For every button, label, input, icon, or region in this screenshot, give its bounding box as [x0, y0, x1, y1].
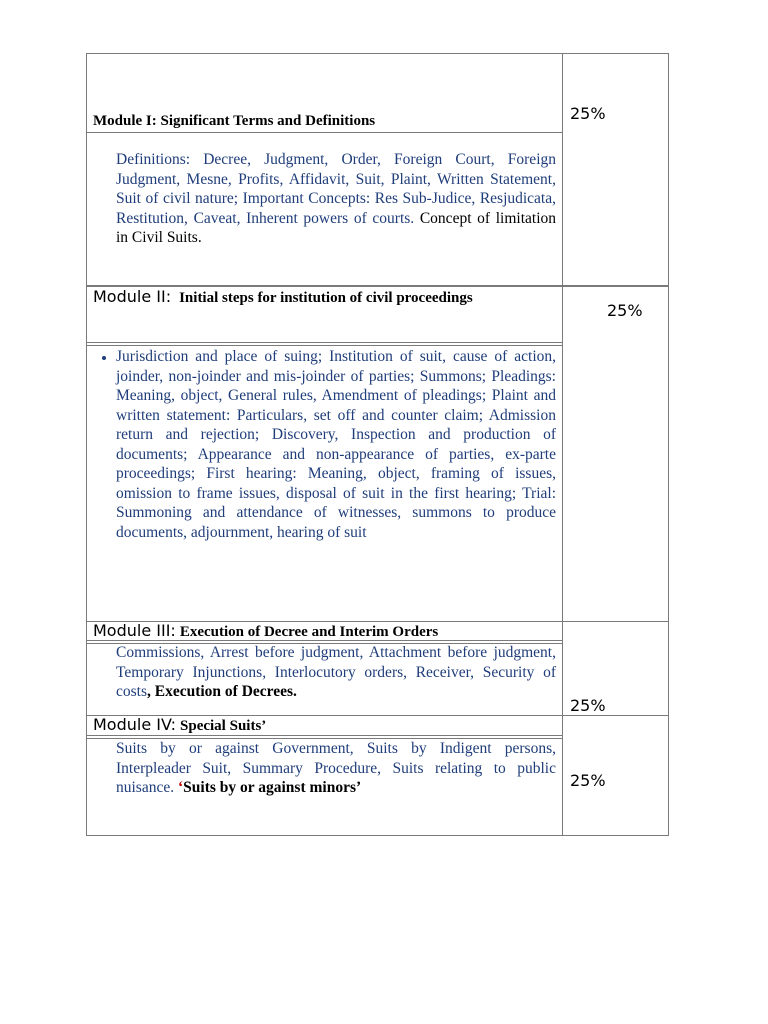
- column-divider: [562, 53, 563, 836]
- module-3-topics: Commissions, Arrest before judgment, Attachment before judgment, Temporary Injunctions, Interlocutory orders, Receiver, Security of costs: [116, 644, 556, 700]
- row-line: [86, 132, 563, 133]
- row-line: [86, 342, 563, 343]
- module-2-label: Module II:: [93, 287, 172, 306]
- module-2-heading: [93, 286, 558, 309]
- module-4-content: [116, 739, 556, 798]
- module-3-label: Module III:: [93, 621, 176, 640]
- module-4-quote-mark: ‘: [177, 779, 184, 796]
- module-2-content: [116, 347, 556, 542]
- table-border-top: [86, 53, 669, 54]
- module-3-heading: [93, 621, 558, 642]
- module-1-title: [93, 113, 558, 130]
- module-2-weight: 25%: [607, 301, 643, 320]
- module-1-content: [116, 150, 556, 248]
- module-3-weight: 25%: [570, 696, 606, 715]
- module-4-topics-extra: Suits by or against minors’: [183, 779, 362, 796]
- module-4-title: Special Suits’: [180, 718, 267, 734]
- module-3-topics-extra: , Execution of Decrees.: [147, 683, 297, 700]
- table-border-bottom: [86, 835, 669, 836]
- module-3-content: [116, 643, 556, 702]
- module-4-label: Module IV:: [93, 715, 177, 734]
- module-4-heading: [93, 715, 558, 736]
- row-line: [86, 345, 563, 346]
- module-2-topics: • Jurisdiction and place of suing; Institution of suit, cause of action, joinder, non-joinder and mis-joinder of parties; Summons; Pleadings: Meaning, object, General rules, Amendment of pleadings; Plaint and written statement: Particulars, set off and counter claim; Admission return and rejection; Discovery, Inspection and production of documents; Appearance and non-appearance of parties, ex-parte proceedings; First hearing: Meaning, object, framing of issues, omission to frame issues, disposal of suit in the first hearing; Trial: Summoning and attendance of witnesses, summons to produce documents, adjournment, hearing of suit: [116, 347, 556, 542]
- module-1-topics: Definitions: Decree, Judgment, Order, Foreign Court, Foreign Judgment, Mesne, Profits, Affidavit, Suit, Plaint, Written Statement, Suit of civil nature; Important Concepts: Res Sub-Judice, Resjudicata, Restitution, Caveat, Inherent powers of courts.: [116, 151, 556, 227]
- module-1-weight: 25%: [570, 104, 606, 123]
- module-1-topics-extra: Concept of limitation in Civil Suits.: [116, 209, 557, 246]
- module-1-label: Module I: Significant Terms and Definitions: [93, 113, 376, 129]
- module-2-title: Initial steps for institution of civil proceedings: [179, 290, 473, 306]
- table-border-right: [668, 53, 669, 836]
- module-4-topics: Suits by or against Government, Suits by Indigent persons, Interpleader Suit, Summary Procedure, Suits relating to public nuisance.: [116, 740, 556, 796]
- module-4-weight: 25%: [570, 771, 606, 790]
- module-3-title: Execution of Decree and Interim Orders: [179, 624, 439, 640]
- table-border-left: [86, 53, 87, 836]
